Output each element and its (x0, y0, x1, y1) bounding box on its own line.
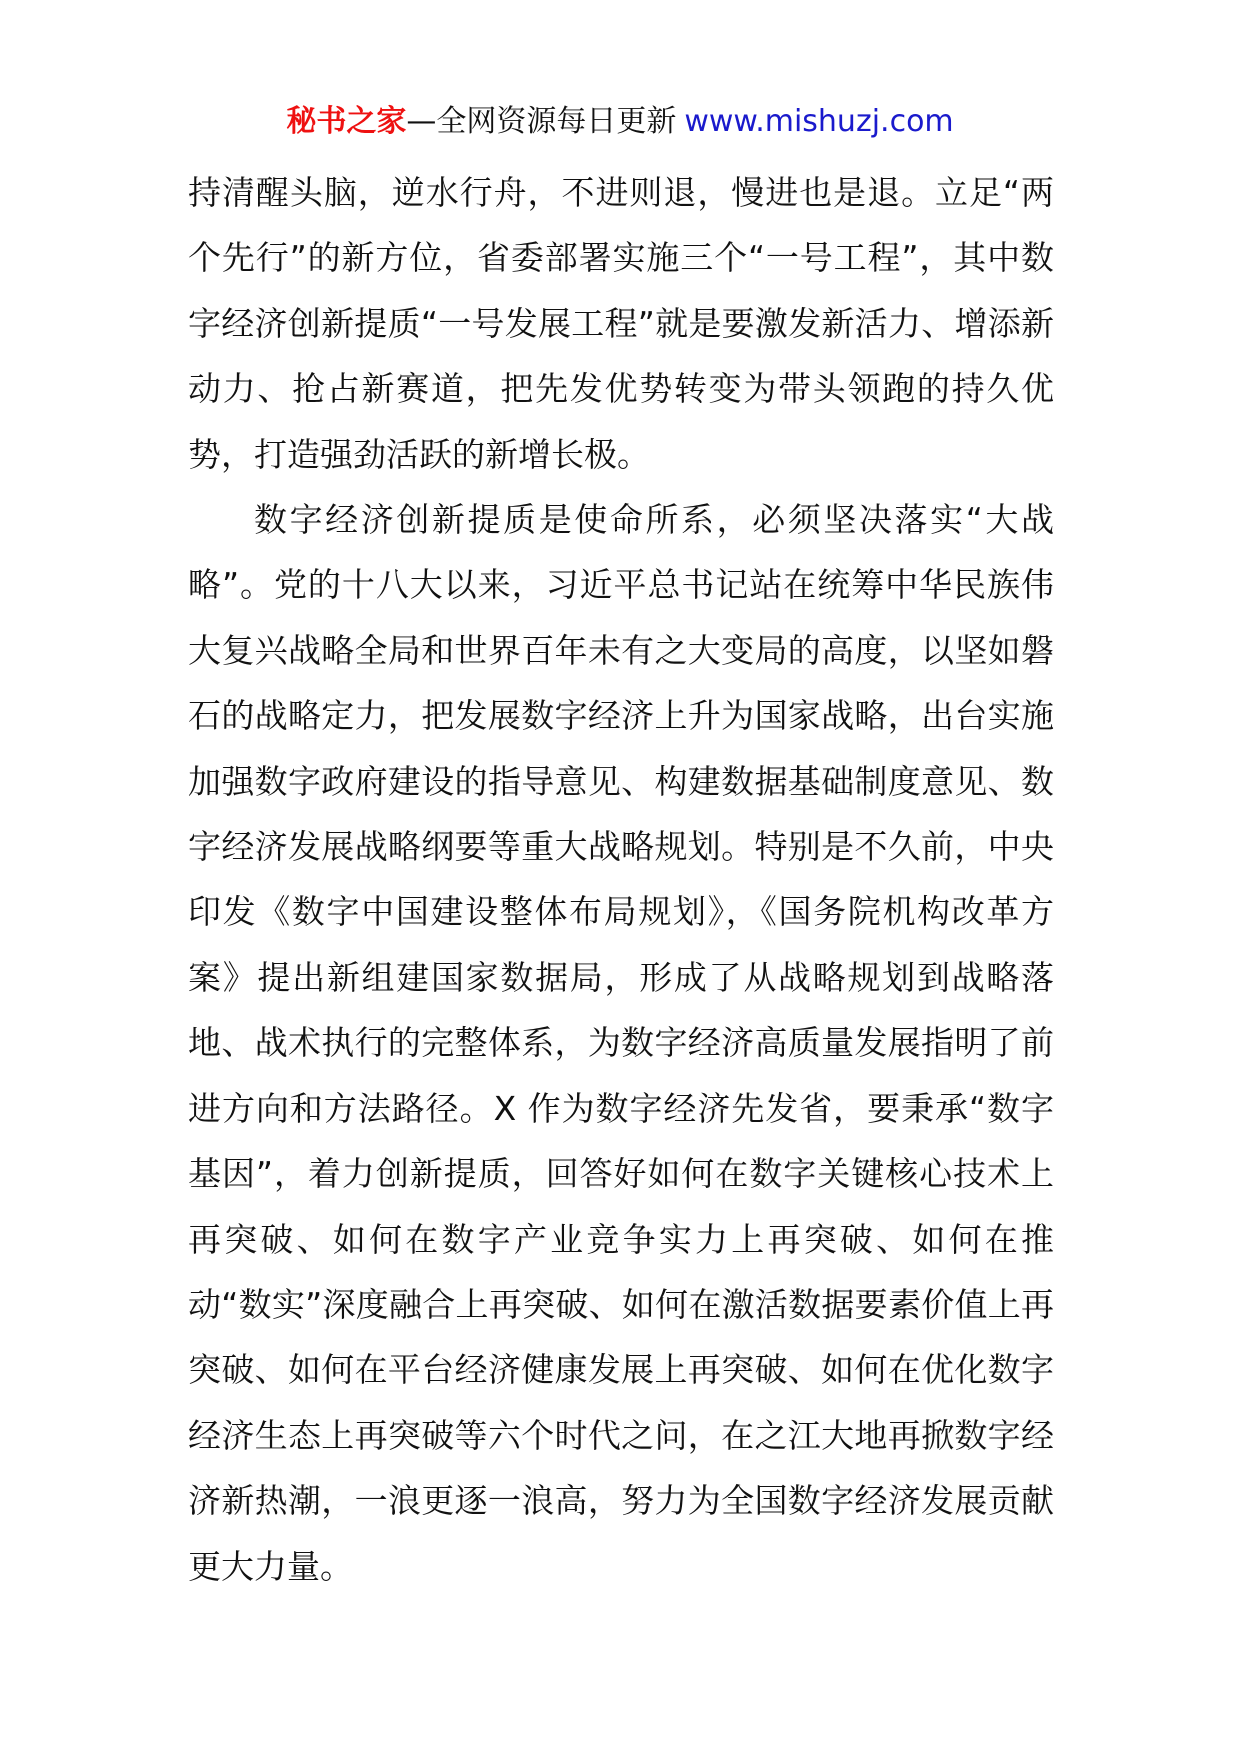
document-body (188, 160, 1054, 1599)
brand-name: 秘书之家 (286, 104, 407, 139)
paragraph: 数字经济创新提质是使命所系，必须坚决落实“大战略”。党的十八大以来，习近平总书记站在统筹中华民族伟大复兴战略全局和世界百年未有之大变局的高度，以坚如磐石的战略定力，把发展数字经济上升为国家战略，出台实施加强数字政府建设的指导意见、构建数据基础制度意见、数字经济发展战略纲要等重大战略规划。特别是不久前，中央印发《数字中国建设整体布局规划》，《国务院机构改革方案》提出新组建国家数据局，形成了从战略规划到战略落地、战术执行的完整体系，为数字经济高质量发展指明了前进方向和方法路径。X 作为数字经济先发省，要秉承“数字基因”，着力创新提质，回答好如何在数字关键核心技术上再突破、如何在数字产业竞争实力上再突破、如何在推动“数实”深度融合上再突破、如何在激活数据要素价值上再突破、如何在平台经济健康发展上再突破、如何在优化数字经济生态上再突破等六个时代之问，在之江大地再掀数字经济新热潮，一浪更逐一浪高，努力为全国数字经济发展贡献更大力量。 (188, 500, 1054, 1586)
page-header (0, 100, 1240, 144)
header-tagline: —全网资源每日更新 (406, 104, 677, 139)
paragraph-continuation: 持清醒头脑，逆水行舟，不进则退，慢进也是退。立足“两个先行”的新方位，省委部署实施三个“一号工程”，其中数字经济创新提质“一号发展工程”就是要激发新活力、增添新动力、抢占新赛道，把先发优势转变为带头领跑的持久优势，打造强劲活跃的新增长极。 (188, 173, 1054, 474)
site-url-link[interactable]: www.mishuzj.com (684, 104, 954, 139)
